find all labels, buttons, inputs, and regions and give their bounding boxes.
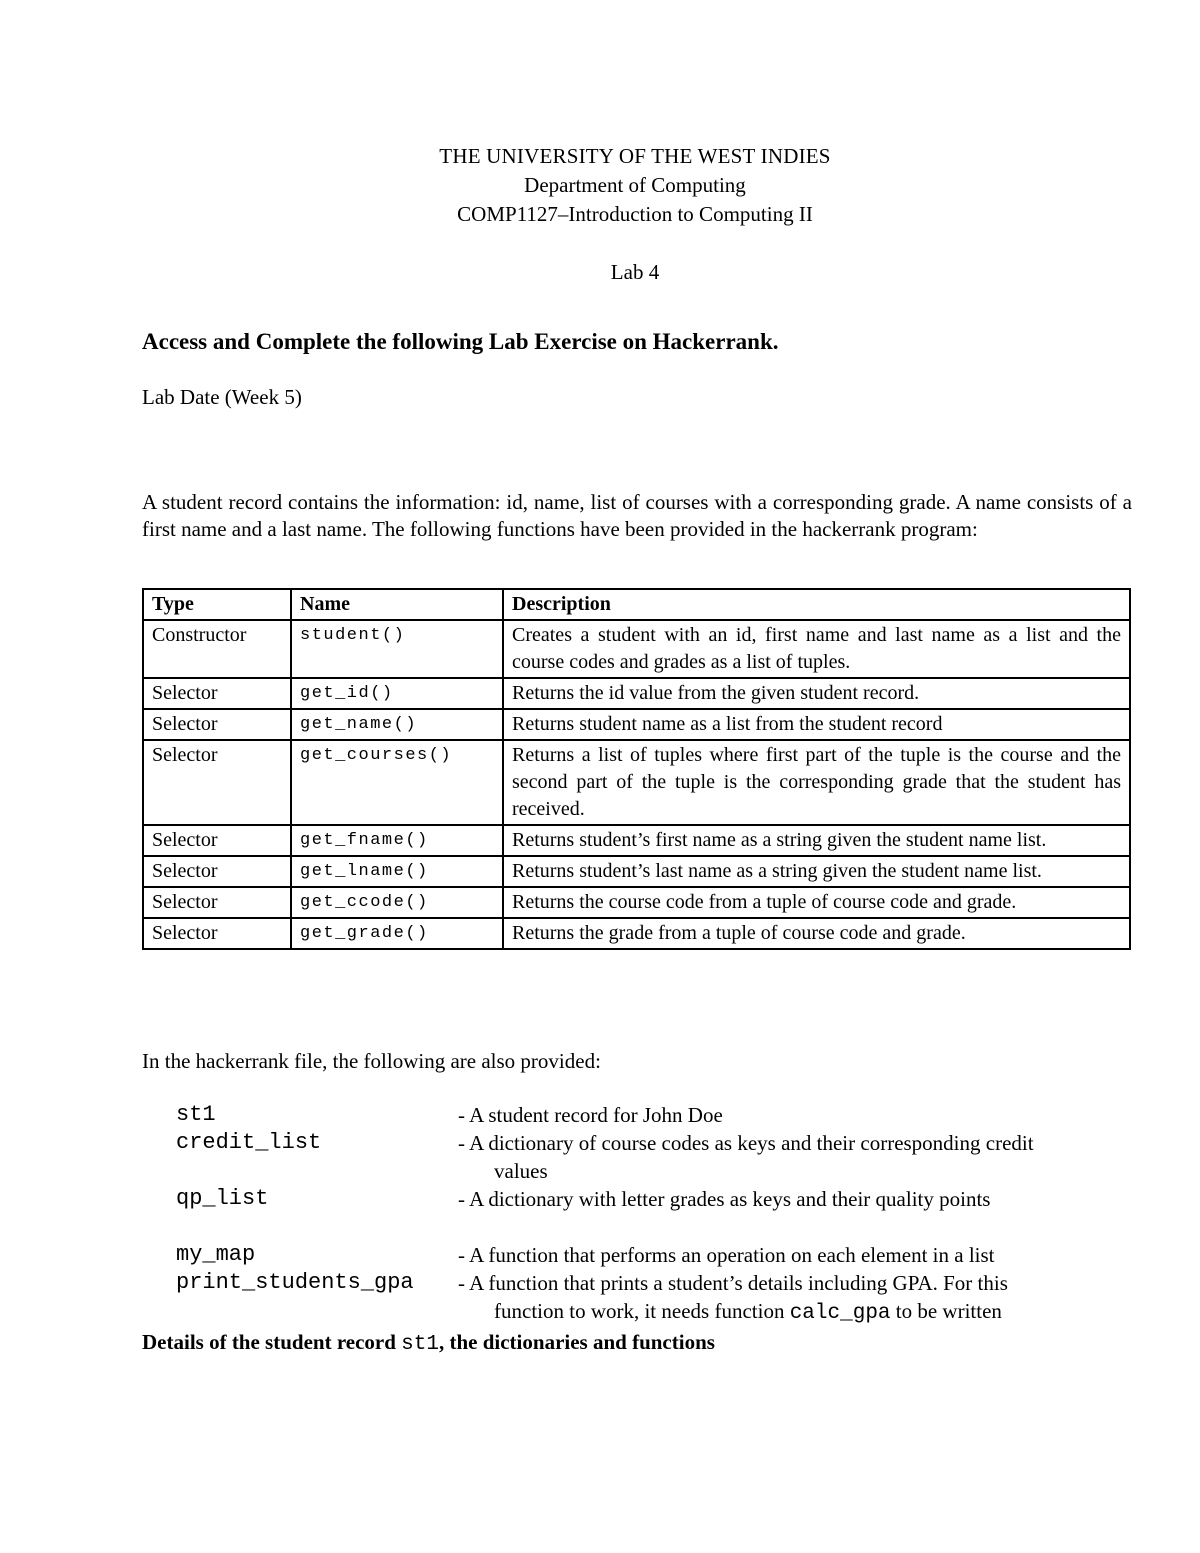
table-row	[143, 709, 1130, 740]
cell-name: get_lname()	[291, 856, 503, 887]
continuation-text-end: to be written	[890, 1299, 1002, 1323]
cell-type: Selector	[143, 887, 291, 918]
table-row	[143, 856, 1130, 887]
list-item	[176, 1129, 1136, 1185]
cell-name: student()	[291, 620, 503, 678]
cell-type: Selector	[143, 825, 291, 856]
cell-description: Returns the course code from a tuple of course code and grade.	[503, 887, 1130, 918]
item-description	[458, 1129, 1136, 1185]
column-header-type: Type	[143, 589, 291, 620]
details-text: Details of the student record	[142, 1330, 402, 1354]
cell-name: get_id()	[291, 678, 503, 709]
intro-paragraph: A student record contains the information: id, name, list of courses with a corresponding grade. A name consists of a first name and a last name. The following functions have been provided in the hackerrank program:	[142, 490, 1132, 541]
item-description: - A student record for John Doe	[458, 1103, 723, 1127]
continuation-text: function to work, it needs function	[494, 1299, 790, 1323]
table-row	[143, 678, 1130, 709]
cell-name: get_ccode()	[291, 887, 503, 918]
item-name: st1	[176, 1102, 216, 1127]
department-name: Department of Computing	[524, 173, 746, 197]
details-heading	[142, 1328, 715, 1359]
list-item	[176, 1185, 1136, 1213]
table-row	[143, 825, 1130, 856]
functions-table	[142, 588, 1131, 950]
cell-description: Returns student name as a list from the student record	[503, 709, 1130, 740]
cell-type: Selector	[143, 678, 291, 709]
cell-type: Selector	[143, 740, 291, 825]
table-header-row	[143, 589, 1130, 620]
lab-heading: Access and Complete the following Lab Exercise on Hackerrank.	[142, 329, 779, 354]
provided-items-list	[176, 1101, 1136, 1328]
table-row	[143, 887, 1130, 918]
table-row	[143, 740, 1130, 825]
list-item	[176, 1269, 1136, 1328]
table-row	[143, 620, 1130, 678]
cell-type: Selector	[143, 709, 291, 740]
item-description: - A dictionary with letter grades as keys and their quality points	[458, 1187, 991, 1211]
item-description	[458, 1269, 1136, 1328]
provided-intro: In the hackerrank file, the following are also provided:	[142, 1049, 601, 1073]
item-description-text: - A dictionary of course codes as keys and their corresponding credit	[458, 1131, 1034, 1155]
lab-date: Lab Date (Week 5)	[142, 385, 302, 409]
table-row	[143, 918, 1130, 949]
cell-type: Selector	[143, 918, 291, 949]
inline-code-st1: st1	[401, 1333, 439, 1356]
column-header-name: Name	[291, 589, 503, 620]
item-name: qp_list	[176, 1186, 269, 1211]
cell-type: Constructor	[143, 620, 291, 678]
cell-description: Returns a list of tuples where first part of the tuple is the course and the second part of the tuple is the corresponding grade that the student has received.	[503, 740, 1130, 825]
item-description: - A function that performs an operation on each element in a list	[458, 1243, 995, 1267]
item-name: print_students_gpa	[176, 1270, 414, 1295]
cell-type: Selector	[143, 856, 291, 887]
cell-name: get_name()	[291, 709, 503, 740]
university-name: THE UNIVERSITY OF THE WEST INDIES	[439, 144, 831, 168]
cell-description: Returns student’s first name as a string given the student name list.	[503, 825, 1130, 856]
column-header-description: Description	[503, 589, 1130, 620]
list-item	[176, 1241, 1136, 1269]
inline-code-calc-gpa: calc_gpa	[789, 1302, 891, 1325]
cell-name: get_grade()	[291, 918, 503, 949]
lab-number: Lab 4	[610, 260, 660, 284]
details-text-end: , the dictionaries and functions	[438, 1330, 715, 1354]
cell-name: get_courses()	[291, 740, 503, 825]
item-description-text: - A function that prints a student’s details including GPA. For this	[458, 1271, 1008, 1295]
cell-description: Returns the id value from the given student record.	[503, 678, 1130, 709]
cell-description: Returns the grade from a tuple of course code and grade.	[503, 918, 1130, 949]
cell-name: get_fname()	[291, 825, 503, 856]
item-name: credit_list	[176, 1130, 322, 1155]
cell-description: Creates a student with an id, first name and last name as a list and the course codes and grades as a list of tuples.	[503, 620, 1130, 678]
item-description-continuation	[458, 1297, 1136, 1328]
document-header	[0, 142, 1200, 287]
list-item	[176, 1101, 1136, 1129]
cell-description: Returns student’s last name as a string given the student name list.	[503, 856, 1130, 887]
item-name: my_map	[176, 1242, 256, 1267]
course-title: COMP1127–Introduction to Computing II	[457, 202, 813, 226]
item-description-continuation: values	[494, 1159, 548, 1183]
